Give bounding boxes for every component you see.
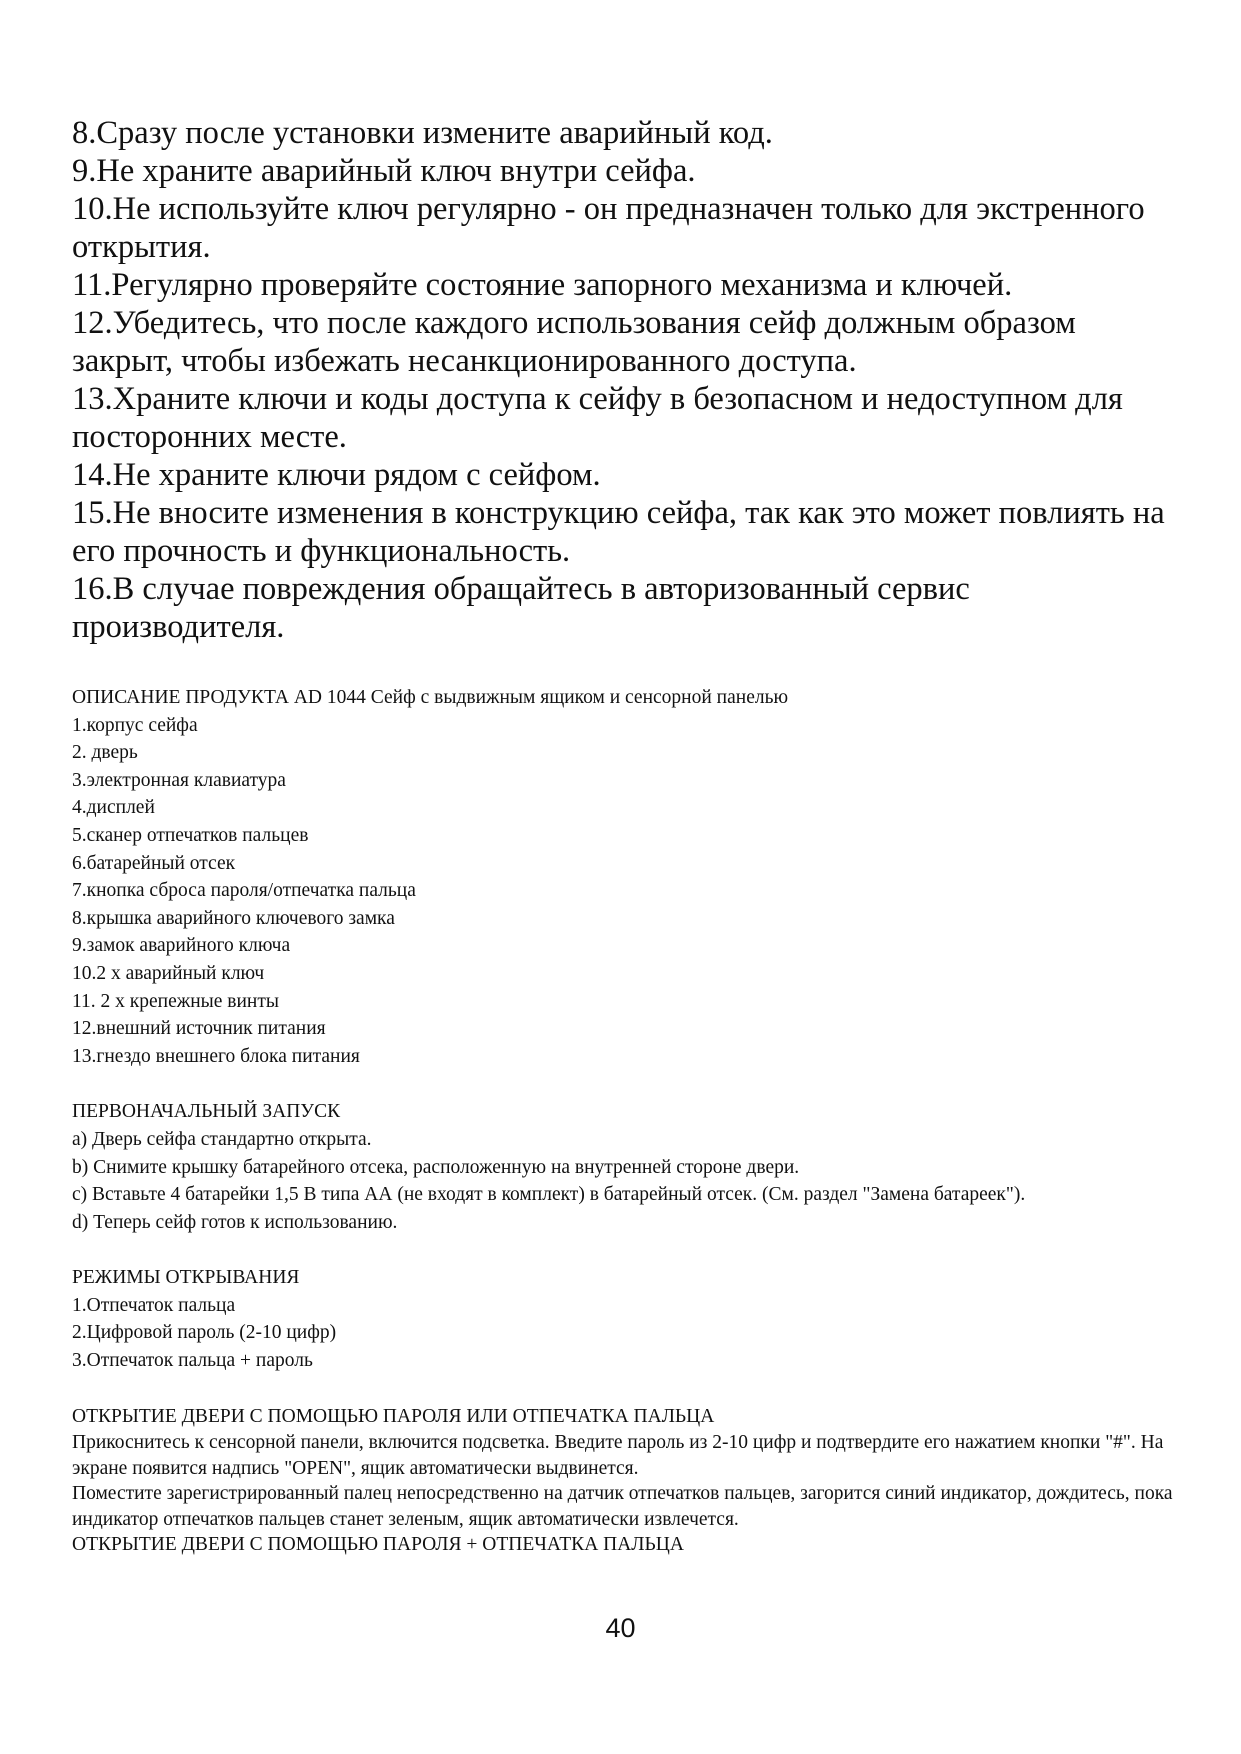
first-start-step: c) Вставьте 4 батарейки 1,5 В типа АА (не входят в комплект) в батарейный отсек. (См. раздел "Замена батареек"). bbox=[72, 1184, 1026, 1206]
product-part-item: 9.замок аварийного ключа bbox=[72, 935, 291, 957]
safety-rule-15: 15.Не вносите изменения в конструкцию сейфа, так как это может повлиять на его прочность и функциональность. bbox=[72, 495, 1165, 569]
product-part-item: 12.внешний источник питания bbox=[72, 1018, 326, 1040]
page-number: 40 bbox=[605, 1613, 636, 1643]
product-part-item: 13.гнездо внешнего блока питания bbox=[72, 1045, 360, 1067]
product-part-item: 5.сканер отпечатков пальцев bbox=[72, 824, 309, 846]
product-part-item: 11. 2 х крепежные винты bbox=[72, 990, 279, 1012]
opening-door-combined-title: ОТКРЫТИЕ ДВЕРИ С ПОМОЩЬЮ ПАРОЛЯ + ОТПЕЧАТКА ПАЛЬЦА bbox=[72, 1534, 684, 1556]
safety-rule-9: 9.Не храните аварийный ключ внутри сейфа. bbox=[72, 153, 696, 189]
safety-rule-12: 12.Убедитесь, что после каждого использования сейф должным образом закрыт, чтобы избежать несанкционированного доступа. bbox=[72, 305, 1076, 379]
safety-rule-14: 14.Не храните ключи рядом с сейфом. bbox=[72, 457, 601, 493]
safety-rule-8: 8.Сразу после установки измените аварийный код. bbox=[72, 115, 773, 151]
product-description-title: ОПИСАНИЕ ПРОДУКТА AD 1044 Сейф с выдвижным ящиком и сенсорной панелью bbox=[72, 687, 789, 708]
first-start-title: ПЕРВОНАЧАЛЬНЫЙ ЗАПУСК bbox=[72, 1101, 341, 1123]
safety-rule-16: 16.В случае повреждения обращайтесь в авторизованный сервис производителя. bbox=[72, 571, 970, 645]
opening-door-section bbox=[72, 1403, 1182, 1558]
product-part-item: 4.дисплей bbox=[72, 797, 155, 819]
opening-mode-item: 3.Отпечаток пальца + пароль bbox=[72, 1350, 313, 1372]
product-part-item: 7.кнопка сброса пароля/отпечатка пальца bbox=[72, 880, 416, 902]
opening-door-paragraph: Прикоснитесь к сенсорной панели, включится подсветка. Введите пароль из 2-10 цифр и подтвердите его нажатием кнопки "#". На экране появится надпись "OPEN", ящик автоматически выдвинется. bbox=[72, 1432, 1164, 1479]
safety-rule-10: 10.Не используйте ключ регулярно - он предназначен только для экстренного открытия. bbox=[72, 191, 1145, 265]
opening-door-paragraph: Поместите зарегистрированный палец непосредственно на датчик отпечатков пальцев, загорится синий индикатор, дождитесь, пока индикатор отпечатков пальцев станет зеленым, ящик автоматически извлечется. bbox=[72, 1483, 1173, 1530]
opening-mode-item: 2.Цифровой пароль (2-10 цифр) bbox=[72, 1322, 337, 1344]
product-part-item: 2. дверь bbox=[72, 742, 138, 764]
safety-rules-list bbox=[72, 114, 1182, 646]
safety-rule-13: 13.Храните ключи и коды доступа к сейфу в безопасном и недоступном для посторонних месте. bbox=[72, 381, 1123, 455]
opening-modes-title: РЕЖИМЫ ОТКРЫВАНИЯ bbox=[72, 1267, 300, 1289]
first-start-step: d) Теперь сейф готов к использованию. bbox=[72, 1211, 398, 1233]
first-start-section bbox=[72, 1098, 1182, 1236]
opening-mode-item: 1.Отпечаток пальца bbox=[72, 1294, 236, 1316]
product-part-item: 1.корпус сейфа bbox=[72, 714, 198, 736]
safety-rule-11: 11.Регулярно проверяйте состояние запорного механизма и ключей. bbox=[72, 267, 1013, 303]
opening-modes-section bbox=[72, 1264, 1182, 1374]
manual-page bbox=[72, 114, 1182, 1558]
product-part-item: 10.2 х аварийный ключ bbox=[72, 962, 265, 984]
product-part-item: 8.крышка аварийного ключевого замка bbox=[72, 907, 395, 929]
product-description-section bbox=[72, 684, 1182, 1070]
first-start-step: b) Снимите крышку батарейного отсека, расположенную на внутренней стороне двери. bbox=[72, 1156, 800, 1178]
opening-door-title: ОТКРЫТИЕ ДВЕРИ С ПОМОЩЬЮ ПАРОЛЯ ИЛИ ОТПЕЧАТКА ПАЛЬЦА bbox=[72, 1405, 715, 1427]
product-part-item: 6.батарейный отсек bbox=[72, 852, 236, 874]
first-start-step: a) Дверь сейфа стандартно открыта. bbox=[72, 1128, 372, 1150]
product-part-item: 3.электронная клавиатура bbox=[72, 769, 286, 791]
